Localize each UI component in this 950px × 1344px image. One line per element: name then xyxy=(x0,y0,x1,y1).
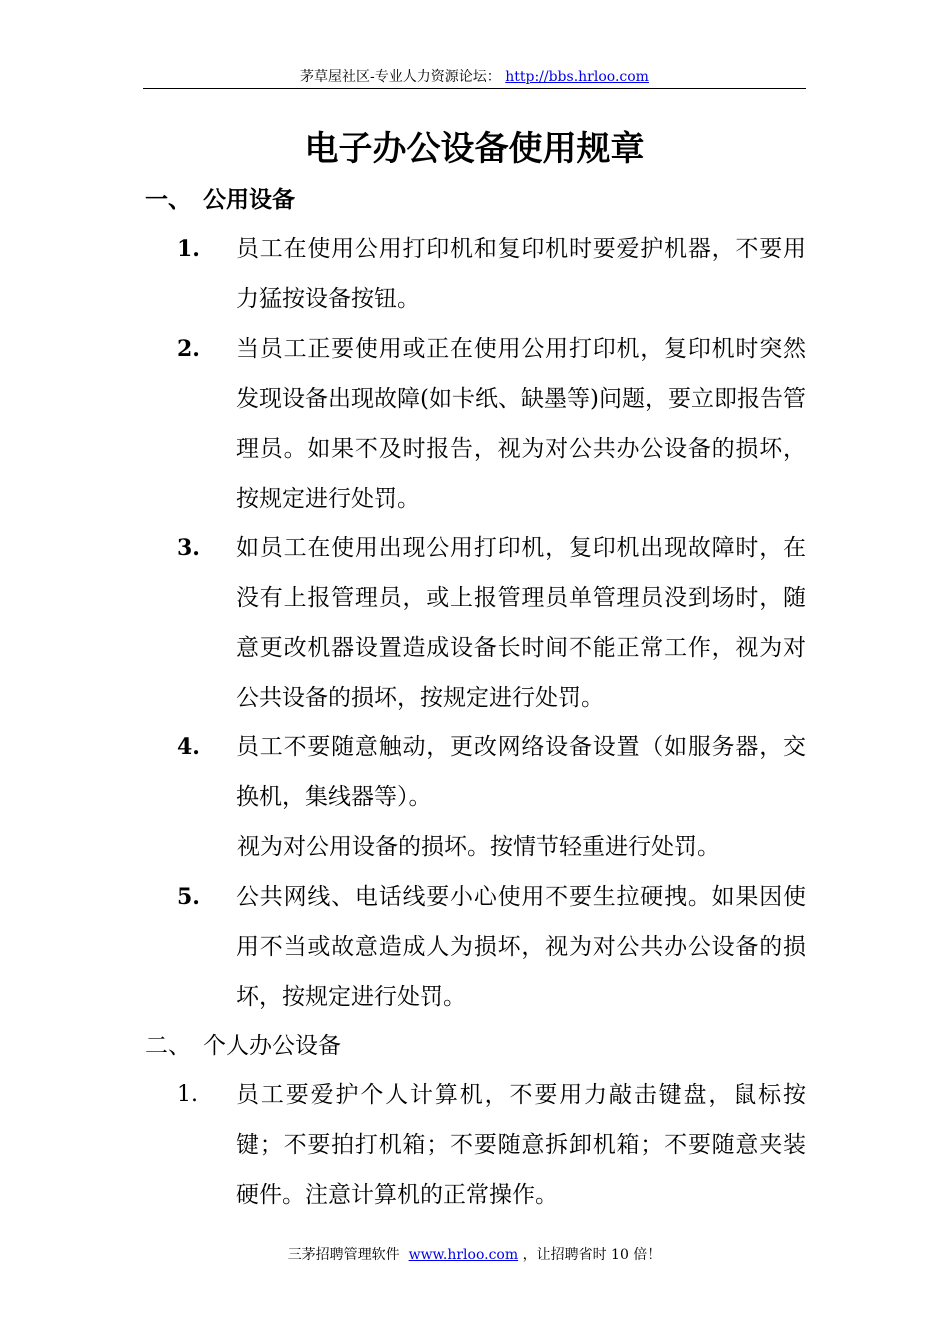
item-text: 公共网线、电话线要小心使用不要生拉硬拽。如果因使用不当或故意造成人为损坏，视为对公共办公设备的损坏，按规定进行处罚。 xyxy=(236,884,806,1010)
item-note: 视为对公用设备的损坏。按情节轻重进行处罚。 xyxy=(237,834,720,860)
page-header xyxy=(143,66,806,88)
item-number: 2. xyxy=(177,336,200,362)
section-heading-personal-equipment xyxy=(145,1030,341,1062)
item-text: 员工要爱护个人计算机，不要用力敲击键盘，鼠标按键；不要拍打机箱；不要随意拆卸机箱；不要随意夹装硬件。注意计算机的正常操作。 xyxy=(236,1082,806,1208)
item-text: 当员工正要使用或正在使用公用打印机，复印机时突然发现设备出现故障(如卡纸、缺墨等)问题，要立即报告管理员。如果不及时报告，视为对公共办公设备的损坏，按规定进行处罚。 xyxy=(236,336,806,512)
item-number: 4. xyxy=(177,734,200,760)
section-heading-public-equipment xyxy=(145,184,295,216)
header-text: 茅草屋社区-专业人力资源论坛： xyxy=(300,69,501,85)
item-number: 1. xyxy=(177,1082,198,1107)
footer-prefix: 三茅招聘管理软件 xyxy=(287,1247,400,1263)
section-number: 二、 xyxy=(145,1033,191,1059)
header-divider xyxy=(143,88,806,89)
section-number: 一、 xyxy=(145,186,191,213)
section-title: 个人办公设备 xyxy=(203,1033,341,1059)
item-text: 员工在使用公用打印机和复印机时要爱护机器，不要用力猛按设备按钮。 xyxy=(236,236,806,312)
document-title: 电子办公设备使用规章 xyxy=(304,129,645,169)
item-number: 5. xyxy=(177,884,200,910)
item-text: 员工不要随意触动，更改网络设备设置（如服务器，交换机，集线器等）。 xyxy=(236,734,806,810)
page-footer xyxy=(143,1244,806,1266)
item-number: 1. xyxy=(177,236,200,262)
footer-site-link[interactable]: www.hrloo.com xyxy=(408,1247,519,1263)
header-forum-link[interactable]: http://bbs.hrloo.com xyxy=(505,69,649,85)
item-number: 3. xyxy=(177,535,200,561)
footer-suffix: ，让招聘省时 10 倍！ xyxy=(522,1247,662,1263)
section-title: 公用设备 xyxy=(203,186,295,213)
item-text: 如员工在使用出现公用打印机，复印机出现故障时，在没有上报管理员，或上报管理员单管理员没到场时，随意更改机器设置造成设备长时间不能正常工作，视为对公共设备的损坏，按规定进行处罚。 xyxy=(236,535,806,711)
